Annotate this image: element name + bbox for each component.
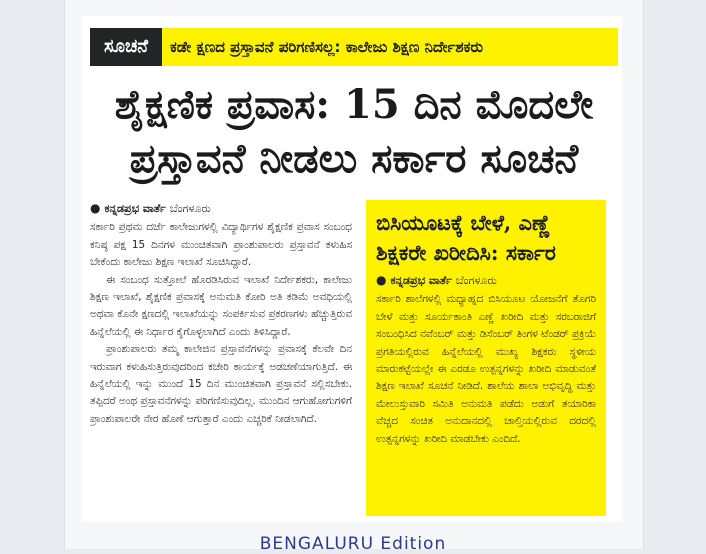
main-byline — [90, 200, 352, 217]
clipping-top-strip — [82, 16, 622, 20]
side-headline-line-2: ಶಿಕ್ಷಕರೇ ಖರೀದಿಸಿ: ಸರ್ಕಾರ — [376, 240, 556, 265]
main-headline — [90, 78, 618, 186]
article-paragraph: ಸರ್ಕಾರಿ ಪ್ರಥಮ ದರ್ಜೆ ಕಾಲೇಜುಗಳಲ್ಲಿ ವಿದ್ಯಾರ್ಥಿಗಳ ಶೈಕ್ಷಣಿಕ ಪ್ರವಾಸ ಸಂಬಂಧ ಕನಿಷ್ಠ ಪಕ್ಷ 15 ದಿನಗಳ ಮುಂಚಿತವಾಗಿ ಪ್ರಾಂಶುಪಾಲರು ಪ್ರಸ್ತಾವನೆ ಕಳುಹಿಸ ಬೇಕೆಂದು ಕಾಲೇಜು ಶಿಕ್ಷಣ ಇಲಾಖೆ ಸೂಚಿಸಿದ್ದಾರೆ. — [90, 221, 352, 269]
article-paragraph: ಪ್ರಾಂಶುಪಾಲರು ತಮ್ಮ ಕಾಲೇಜಿನ ಪ್ರಸ್ತಾವನೆಗಳನ್ನು ಪ್ರವಾಸಕ್ಕೆ ಕೆಲವೇ ದಿನ ಇರುವಾಗ ಕಳುಹಿಸುತ್ತಿರುವುದರಿಂದ ಕಚೇರಿ ಕಾರ್ಯಕ್ಕೆ ಅಡಚಣೆಯಾಗುತ್ತಿದೆ. ಈ ಹಿನ್ನೆಲೆಯಲ್ಲಿ ಇನ್ನು ಮುಂದೆ 15 ದಿನ ಮುಂಚಿತವಾಗಿ ಪ್ರಸ್ತಾವನೆ ಸಲ್ಲಿಸಬೇಕು. ತಪ್ಪಿದರೆ ಅಂಥ ಪ್ರಸ್ತಾವನೆಗಳನ್ನು ಪರಿಗಣಿಸುವುದಿಲ್ಲ. ಮುಂದಿನ ಆಗುಹೋಗುಗಳಿಗೆ ಪ್ರಾಂಶುಪಾಲರೇ ನೇರ ಹೊಣೆ ಆಗುತ್ತಾರೆ ಎಂದು ಎಚ್ಚರಿಕೆ ನೀಡಲಾಗಿದೆ. — [90, 343, 352, 425]
main-article — [90, 200, 352, 520]
side-article-box — [366, 200, 606, 516]
kicker-text: ಕಡೇ ಕ್ಷಣದ ಪ್ರಸ್ತಾವನೆ ಪರಿಗಣಿಸಲ್ಲ: ಕಾಲೇಜು ಶಿಕ್ಷಣ ನಿರ್ದೇಶಕರು — [170, 38, 484, 56]
article-paragraph: ಈ ಸಂಬಂಧ ಸುತ್ತೋಲೆ ಹೊರಡಿಸಿರುವ ಇಲಾಖೆ ನಿರ್ದೇಶಕರು, ಕಾಲೇಜು ಶಿಕ್ಷಣ ಇಲಾಖೆ, ಶೈಕ್ಷಣಿಕ ಪ್ರವಾಸಕ್ಕೆ ಅನುಮತಿ ಕೋರಿ ಅತಿ ಕಡಿಮೆ ಅವಧಿಯಲ್ಲಿ ಅಥವಾ ಕೊನೇ ಕ್ಷಣದಲ್ಲಿ ಇಲಾಖೆಯನ್ನು ಸಂಪರ್ಕಿಸುವ ಪ್ರಕರಣಗಳು ಹೆಚ್ಚುತ್ತಿರುವ ಹಿನ್ನೆಲೆಯಲ್ಲಿ ಈ ನಿರ್ಧಾರ ಕೈಗೊಳ್ಳಲಾಗಿದೆ ಎಂದು ತಿಳಿಸಿದ್ದಾರೆ. — [90, 273, 352, 338]
notice-tag: ಸೂಚನೆ — [90, 28, 162, 66]
byline-place: ಬೆಂಗಳೂರು — [455, 274, 497, 287]
newspaper-clipping[interactable] — [82, 16, 622, 522]
byline-place: ಬೆಂಗಳೂರು — [169, 202, 211, 215]
bullet-icon: ● — [376, 273, 387, 287]
bullet-icon: ● — [90, 201, 101, 215]
side-article-body — [376, 272, 596, 448]
headline-line-1: ಶೈಕ್ಷಣಿಕ ಪ್ರವಾಸ: 15 ದಿನ ಮೊದಲೇ — [114, 81, 594, 128]
side-headline — [376, 208, 596, 268]
headline-line-2: ಪ್ರಸ್ತಾವನೆ ನೀಡಲು ಸರ್ಕಾರ ಸೂಚನೆ — [129, 135, 579, 182]
side-headline-line-1: ಬಿಸಿಯೂಟಕ್ಕೆ ಬೇಳೆ, ಎಣ್ಣೆ — [376, 210, 551, 235]
side-paragraph: ಸರ್ಕಾರಿ ಶಾಲೆಗಳಲ್ಲಿ ಮಧ್ಯಾಹ್ನದ ಬಿಸಿಯೂಟ ಯೋಜನೆಗೆ ತೊಗರಿ ಬೇಳೆ ಮತ್ತು ಸೂರ್ಯಕಾಂತಿ ಎಣ್ಣೆ ಖರೀದಿ ಮತ್ತು ಸರಬರಾಜಿಗೆ ಸಂಬಂಧಿಸಿದ ನವೆಂಬರ್ ಮತ್ತು ಡಿಸೆಂಬರ್ ತಿಂಗಳ ಟೆಂಡರ್ ಪ್ರಕ್ರಿಯೆ ಪ್ರಗತಿಯಲ್ಲಿರುವ ಹಿನ್ನೆಲೆಯಲ್ಲಿ ಮುಖ್ಯ ಶಿಕ್ಷಕರು ಸ್ಥಳೀಯ ಮಾರುಕಟ್ಟೆಯಲ್ಲೇ ಈ ಎರಡೂ ಉತ್ಪನ್ನಗಳನ್ನು ಖರೀದಿ ಮಾಡುವಂತೆ ಶಿಕ್ಷಣ ಇಲಾಖೆ ಸೂಚನೆ ನೀಡಿದೆ. ಶಾಲೆಯ ಶಾಲಾ ಅಭಿವೃದ್ಧಿ ಮತ್ತು ಮೇಲುಸ್ತುವಾರಿ ಸಮಿತಿ ಅನುಮತಿ ಪಡೆದು ಅಡುಗೆ ತಯಾರಿಕಾ ವೆಚ್ಚದ ಸಂಚಿತ ಅನುದಾನದಲ್ಲಿ ಚಾಲ್ತಿಯಲ್ಲಿರುವ ದರದಲ್ಲಿ ಉತ್ಪನ್ನಗಳನ್ನು ಖರೀದಿ ಮಾಡಬೇಕು ಎಂದಿದೆ. — [376, 293, 596, 445]
edition-link[interactable]: BENGALURU Edition — [259, 534, 447, 554]
byline-source: ಕನ್ನಡಪ್ರಭ ವಾರ್ತೆ — [104, 202, 166, 215]
side-byline — [376, 272, 596, 289]
byline-source: ಕನ್ನಡಪ್ರಭ ವಾರ್ತೆ — [390, 274, 452, 287]
kicker-banner — [90, 28, 618, 66]
